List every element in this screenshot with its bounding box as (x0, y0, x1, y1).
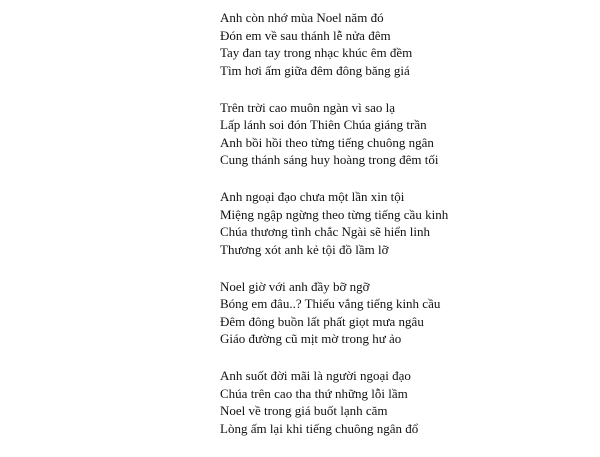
poem-line: Cung thánh sáng huy hoàng trong đêm tối (220, 152, 439, 167)
stanza-3 (220, 188, 590, 258)
poem-line: Noel giờ với anh đầy bỡ ngỡ (220, 278, 370, 294)
poem-line: Miệng ngập ngừng theo từng tiếng cầu kinh (220, 206, 449, 222)
poem-line: Noel về trong giá buốt lạnh căm (220, 403, 388, 418)
poem-line: Giáo đường cũ mịt mờ trong hư ảo (220, 331, 402, 346)
poem-line: Thương xót anh kẻ tội đồ lầm lỡ (220, 241, 389, 257)
poem-line: Bóng em đâu..? Thiếu vắng tiếng kinh cầu (220, 296, 441, 311)
poem-text (220, 9, 590, 457)
poem-line: Tay đan tay trong nhạc khúc êm đềm (220, 45, 413, 60)
poem-line: Trên trời cao muôn ngàn vì sao lạ (220, 99, 396, 115)
poem-line: Anh ngoại đạo chưa một lần xin tội (220, 189, 405, 204)
poem-line: Anh bồi hồi theo từng tiếng chuông ngân (220, 134, 434, 150)
poem-line: Đêm đông buồn lất phất giọt mưa ngâu (220, 313, 424, 329)
poem-line: Anh còn nhớ mùa Noel năm đó (220, 10, 384, 25)
poem-line: Anh suốt đời mãi là người ngoại đạo (220, 368, 411, 383)
stanza-1 (220, 9, 590, 79)
poem-line: Chúa thương tình chắc Ngài sẽ hiển linh (220, 224, 430, 239)
poem-line: Đón em về sau thánh lễ nửa đêm (220, 27, 391, 43)
poem-line: Lấp lánh soi đón Thiên Chúa giáng trần (220, 117, 427, 132)
poem-line: Lòng ấm lại khi tiếng chuông ngân đổ (220, 420, 419, 436)
stanza-2 (220, 99, 590, 169)
poem-line: Tìm hơi ấm giữa đêm đông băng giá (220, 62, 410, 78)
poem-line: Chúa trên cao tha thứ những lỗi lầm (220, 385, 408, 401)
stanza-5 (220, 367, 590, 437)
stanza-4 (220, 278, 590, 348)
